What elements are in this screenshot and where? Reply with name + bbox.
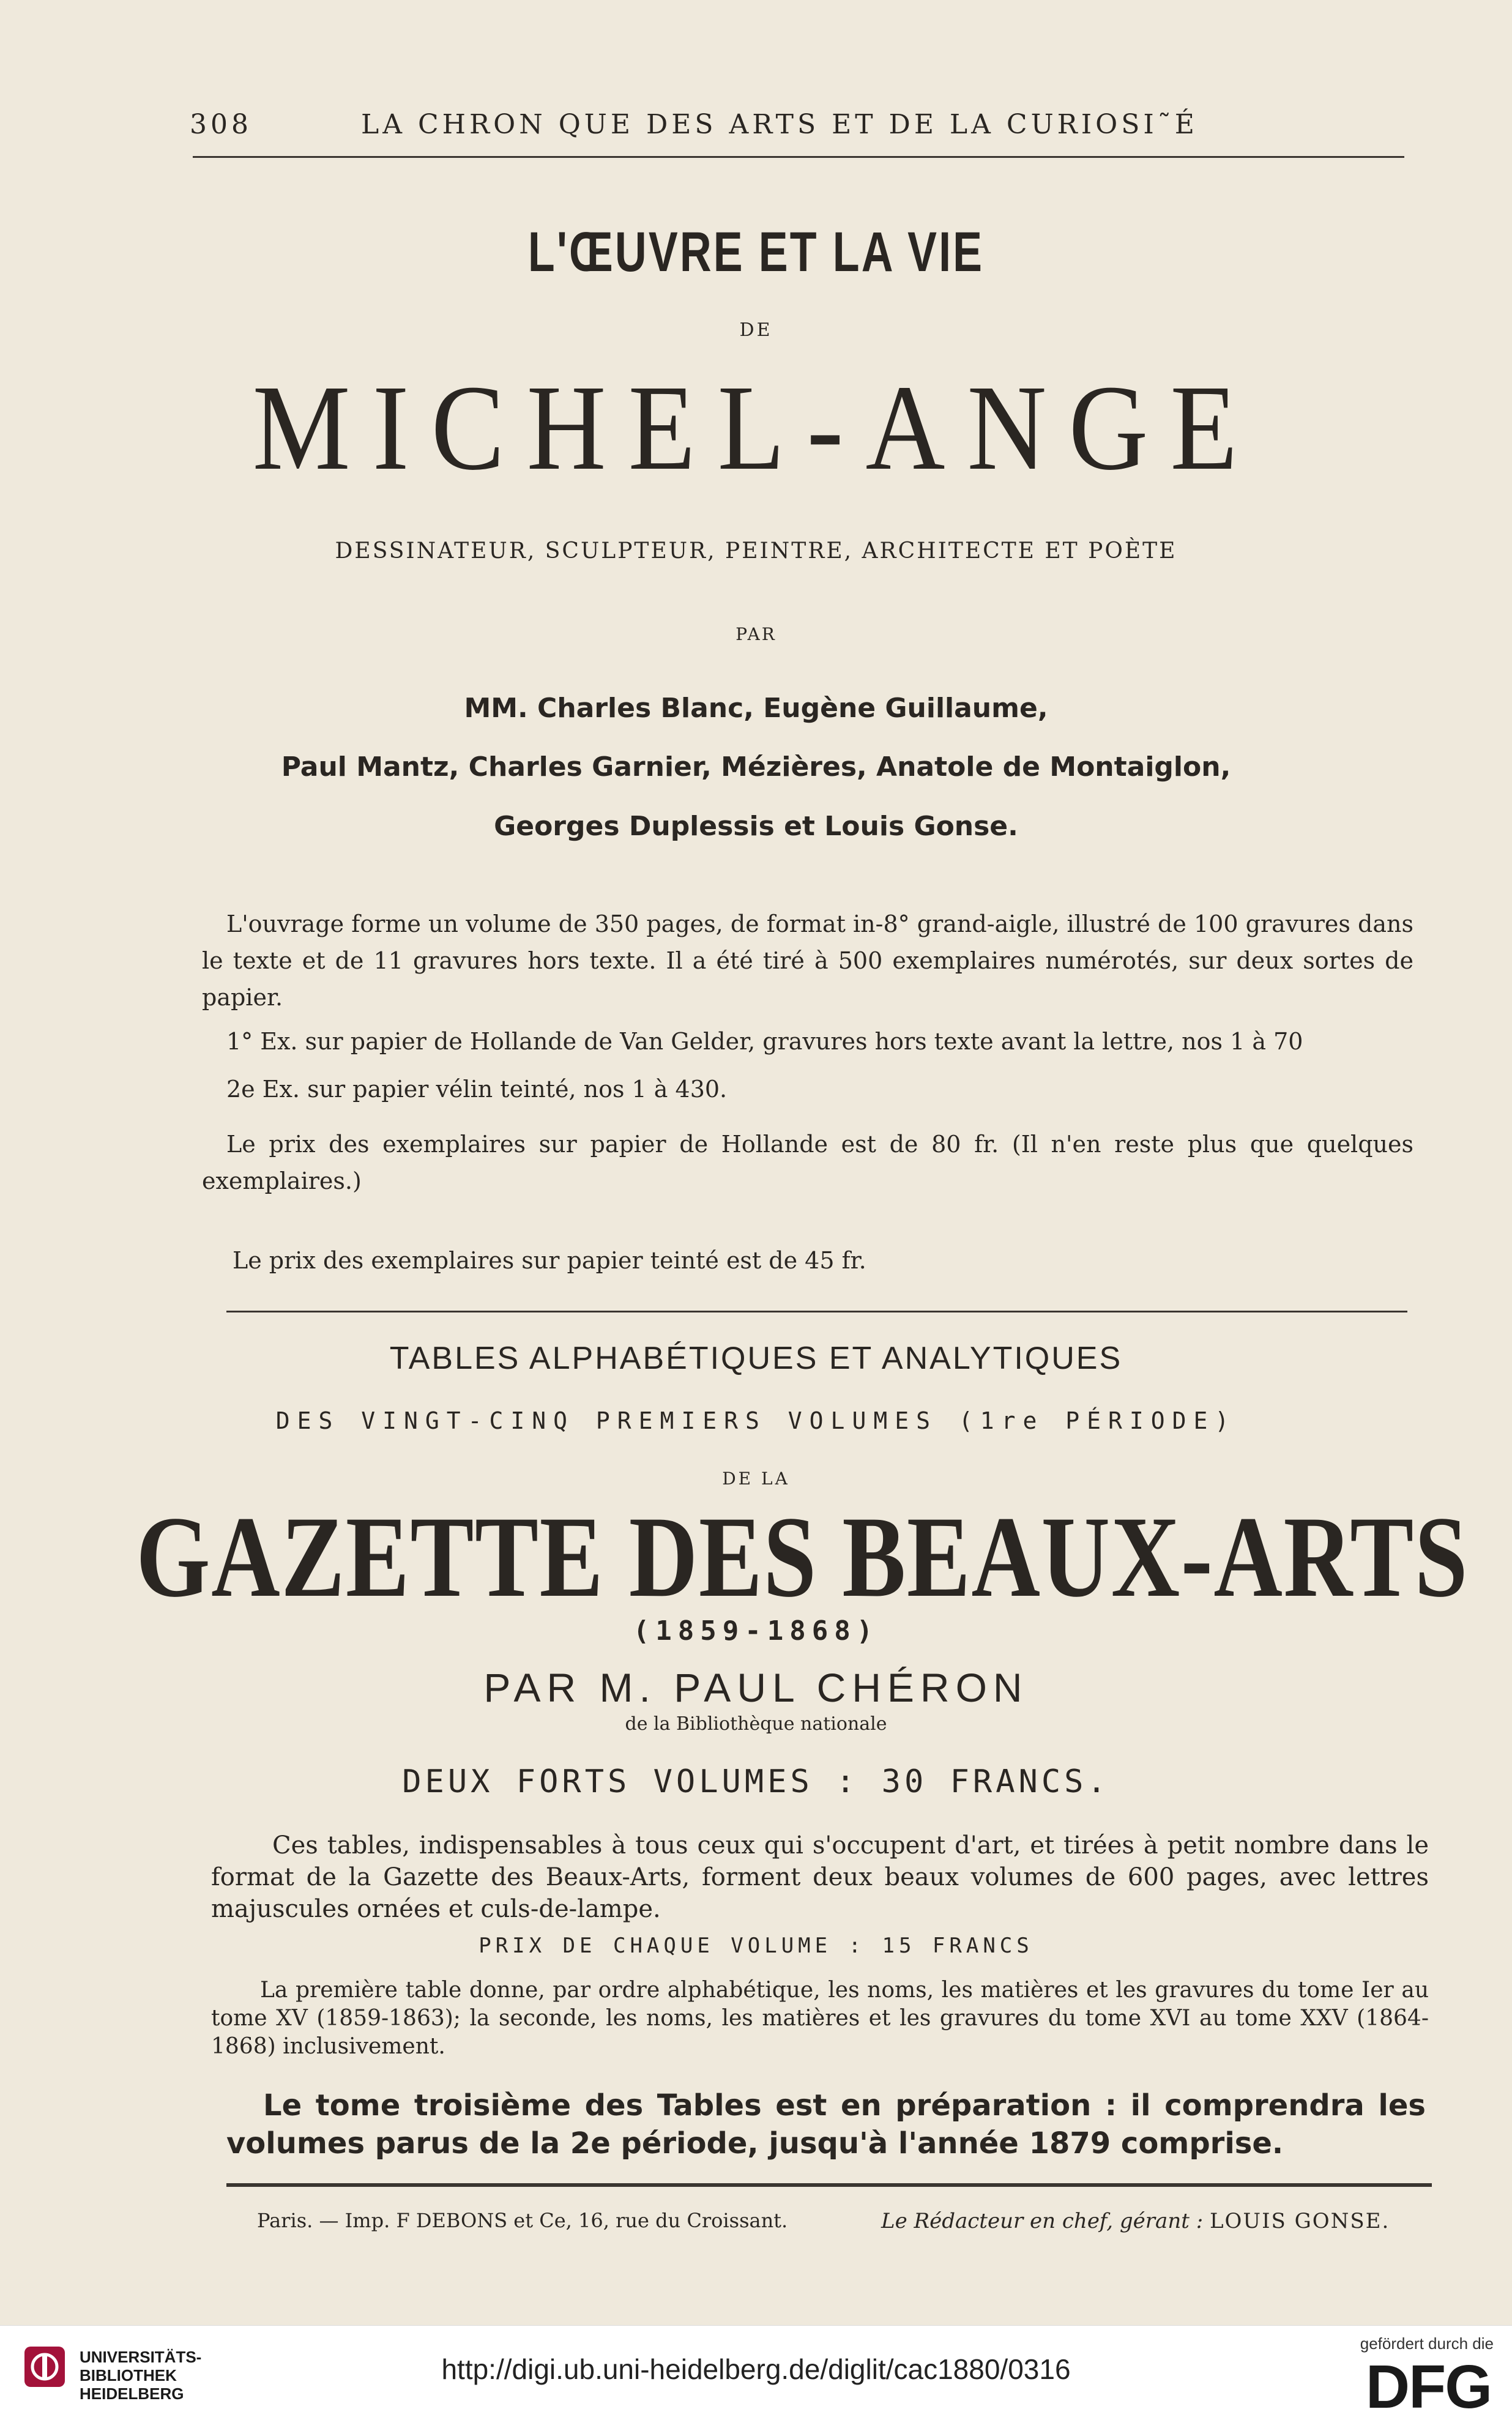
third-volume-notice: Le tome troisième des Tables est en préparation : il comprendra les volumes parus de la 2e période, jusqu'à l'année 1879 comprise.: [226, 2088, 1426, 2161]
main-title-gazette: GAZETTE DES BEAUX-ARTS: [136, 1493, 1469, 1621]
editor-credit: [881, 2209, 1390, 2233]
price-hollande-paragraph: Le prix des exemplaires sur papier de Hollande est de 80 fr. (Il n'en reste plus que quelques exemplaires.): [202, 1131, 1413, 1194]
editor-label: Le Rédacteur en chef, gérant :: [881, 2209, 1204, 2233]
tables-subheading: DES VINGT-CINQ PREMIERS VOLUMES (1re PÉRIODE): [275, 1407, 1237, 1434]
footer-rule: [226, 2183, 1432, 2187]
editor-name: LOUIS GONSE.: [1209, 2209, 1390, 2233]
viewer-footer: [0, 2325, 1512, 2431]
de-la-label: DE LA: [722, 1469, 790, 1489]
edition-2-paragraph: 2e Ex. sur papier vélin teinté, nos 1 à 430.: [226, 1076, 728, 1103]
printer-imprint: Paris. — Imp. F DEBONS et Ce, 16, rue du Croissant.: [257, 2209, 788, 2232]
main-title-michel-ange: MICHEL-ANGE: [252, 360, 1260, 496]
price-teinte-paragraph: Le prix des exemplaires sur papier teinté est de 45 fr.: [233, 1247, 866, 1274]
library-name-line-2: BIBLIOTHEK: [80, 2366, 177, 2384]
authors-line-1: MM. Charles Blanc, Eugène Guillaume,: [464, 693, 1048, 724]
author-line: PAR M. PAUL CHÉRON: [483, 1665, 1029, 1710]
tables-description: Ces tables, indispensables à tous ceux qui s'occupent d'art, et tirées à petit nombre dans le format de la Gazette des Beaux-Arts, forment deux beaux volumes de 600 pages, avec lettres majuscules ornées et culs-de-lampe.: [211, 1831, 1429, 1923]
author-affiliation: de la Bibliothèque nationale: [625, 1713, 887, 1735]
description-paragraph: L'ouvrage forme un volume de 350 pages, de format in-8° grand-aigle, illustré de 100 gravures dans le texte et de 11 gravures hors texte. Il a été tiré à 500 exemplaires numérotés, sur deux sortes de papier.: [202, 910, 1413, 1011]
funding-label: gefördert durch die: [1360, 2334, 1494, 2353]
volume-price: PRIX DE CHAQUE VOLUME : 15 FRANCS: [479, 1934, 1033, 1958]
edition-1-paragraph: 1° Ex. sur papier de Hollande de Van Gelder, gravures hors texte avant la lettre, nos 1 à 70: [226, 1028, 1303, 1055]
tables-heading: TABLES ALPHABÉTIQUES ET ANALYTIQUES: [389, 1341, 1123, 1376]
authors-line-2: Paul Mantz, Charles Garnier, Mézières, Anatole de Montaiglon,: [281, 751, 1231, 783]
de-label: DE: [739, 319, 773, 341]
years-range: (1859-1868): [633, 1615, 879, 1647]
par-label: PAR: [736, 624, 776, 644]
authors-line-3: Georges Duplessis et Louis Gonse.: [494, 811, 1018, 842]
running-head: [184, 109, 1407, 146]
permalink-url[interactable]: http://digi.ub.uni-heidelberg.de/diglit/cac1880/0316: [441, 2353, 1071, 2385]
volumes-price: DEUX FORTS VOLUMES : 30 FRANCS.: [402, 1763, 1110, 1800]
page-number: 308: [190, 109, 252, 140]
running-head-title: LA CHRON QUE DES ARTS ET DE LA CURIOSI˜É: [361, 109, 1198, 140]
work-title: L'ŒUVRE ET LA VIE: [527, 221, 985, 283]
library-name-line-3: HEIDELBERG: [80, 2384, 184, 2403]
library-name-line-1: UNIVERSITÄTS-: [80, 2348, 202, 2366]
subtitle: DESSINATEUR, SCULPTEUR, PEINTRE, ARCHITECTE ET POÈTE: [335, 538, 1177, 564]
dfg-logo[interactable]: DFG: [1365, 2353, 1491, 2421]
header-rule: [193, 156, 1404, 158]
tables-contents: La première table donne, par ordre alphabétique, les noms, les matières et les gravures du tome Ier au tome XV (1859-1863); la seconde, les noms, les matières et les gravures du tome XVI au tome XXV (1864-1868) inclusivement.: [211, 1978, 1429, 2059]
section-divider: [226, 1311, 1407, 1312]
